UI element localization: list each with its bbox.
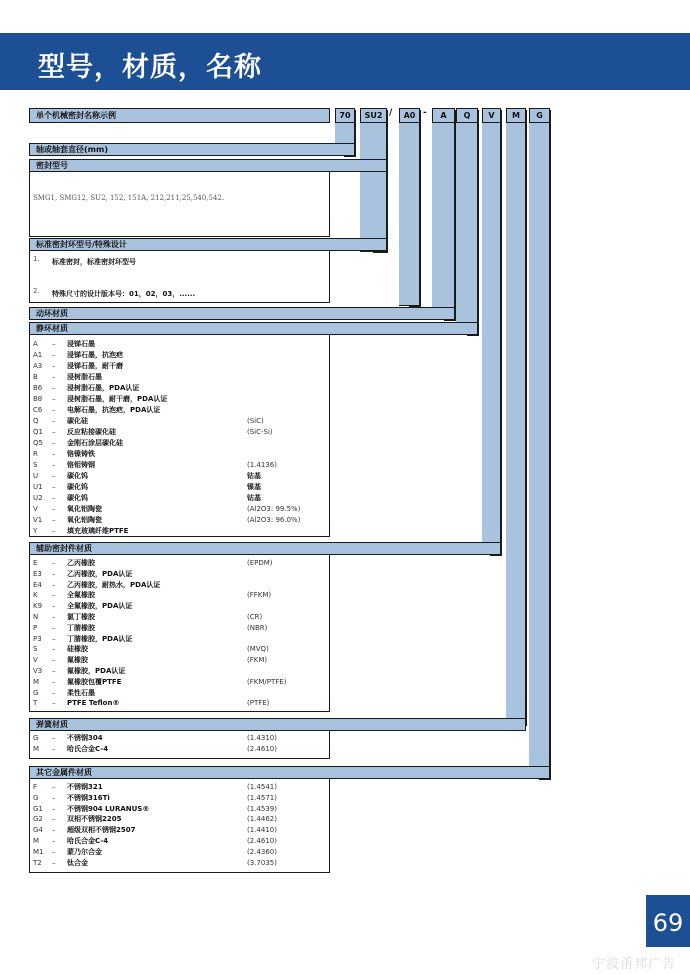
material-name: 乙丙橡胶 [67,559,95,567]
code-spring: M [506,108,526,123]
row-dash: – [52,645,56,654]
material-code: A3 [33,362,43,370]
row-dash: – [52,362,56,370]
code-diameter: 70 [335,108,355,123]
code-dash: - [423,108,427,118]
connector-spring [506,108,526,725]
standard-item-1-num: 1. [33,255,40,263]
material-code: E [33,559,38,567]
material-code: S [33,645,38,654]
row-dash: – [52,450,56,458]
material-code: Y [33,527,38,535]
material-code: R [33,450,38,458]
material-name: 浸锑石墨，抗泡疤 [67,351,123,359]
stationary-label: 静环材质 [36,324,68,333]
row-dash: – [52,699,56,708]
material-name: 不锈钢304 [67,734,103,742]
material-name: 蒙乃尔合金 [67,847,102,856]
material-code: N [33,613,39,621]
row-dash: – [52,591,56,600]
connector-standard [399,108,420,306]
row-dash: – [52,483,56,491]
rotating-label: 动环材质 [36,309,68,318]
code-stationary: Q [456,108,478,123]
material-code: K9 [33,602,43,611]
material-code: G4 [33,826,43,835]
watermark: 宁波甬邦广告 [592,957,677,972]
material-spec: (1.4539) [247,804,277,813]
material-code: K [33,591,38,600]
material-name: 丁腈橡胶，PDA认证 [67,634,133,643]
material-name: 氧化铝陶瓷 [67,505,102,513]
material-name: 钛合金 [67,858,88,867]
row-dash: – [52,494,56,502]
material-code: B [33,373,38,381]
row-dash: – [52,793,56,802]
material-spec: (Al2O3: 99.5%) [247,505,301,513]
row-dash: – [52,745,56,753]
material-code: G [33,688,39,697]
row-dash: – [52,783,56,791]
material-name: 金刚石涂层碳化硅 [67,439,123,447]
material-binder: 镍基 [247,483,261,491]
row-dash: – [52,340,56,348]
row-dash: – [52,527,56,535]
material-name: 碳化钨 [67,472,88,480]
seal-type-box [29,171,330,237]
shaft-label: 轴或轴套直径(mm) [36,145,108,154]
material-code: U [33,472,39,480]
row-dash: – [52,428,56,436]
row-dash: – [52,559,56,567]
standard-box [29,250,330,303]
material-code: V [33,505,38,513]
material-spec: (PTFE) [247,699,270,708]
row-dash: – [52,634,56,643]
row-dash: – [52,472,56,480]
material-code: E3 [33,569,42,578]
code-standard: A0 [399,108,420,123]
material-name: 乙丙橡胶，耐热水，PDA认证 [67,580,161,589]
page-title: 型号，材质，名称 [38,52,262,83]
material-name: 硅橡胶 [67,645,88,654]
material-name: 氟橡胶包覆PTFE [67,677,122,686]
connector-stationary [456,108,478,335]
material-code: G1 [33,804,43,813]
row-dash: – [52,623,56,632]
material-spec: (1.4462) [247,815,277,824]
material-code: G [33,793,39,802]
material-spec: (2.4610) [247,745,277,753]
material-name: 浸树脂石墨，耐干磨，PDA认证 [67,395,168,403]
row-dash: – [52,373,56,381]
row-dash: – [52,516,56,524]
seal-type-list: SMG1, SMG12, SU2, 152, 151A, 212,211,25,540,542. [33,194,225,202]
material-code: C6 [33,406,43,414]
material-name: 不锈钢904 LURANUS® [67,804,150,813]
row-dash: – [52,837,56,845]
material-spec: (CR) [247,613,263,621]
row-dash: – [52,461,56,469]
row-dash: – [52,569,56,578]
code-metal: G [529,108,550,123]
material-code: U1 [33,483,43,491]
material-name: PTFE Teflon® [67,699,120,708]
connector-rotating [432,108,455,320]
code-seal-type: SU2 [360,108,387,123]
connector-secondary [482,108,501,555]
material-spec: (3.7035) [247,858,277,867]
row-dash: – [52,667,56,675]
row-dash: – [52,804,56,813]
material-name: 铬钼铸钢 [67,461,95,469]
material-name: 电解石墨，抗泡疤，PDA认证 [67,406,161,414]
title-banner [0,33,690,90]
example-header [29,108,330,123]
material-code: G [33,734,39,742]
material-name: 氧化铝陶瓷 [67,516,102,524]
material-name: 浸锑石墨 [67,340,95,348]
material-code: V [33,656,38,665]
row-dash: – [52,613,56,621]
material-spec: (SiC-Si) [247,428,273,436]
row-dash: – [52,826,56,835]
material-name: 浸树脂石墨 [67,373,102,381]
row-dash: – [52,580,56,589]
material-code: V3 [33,667,43,675]
material-spec: (1.4310) [247,734,277,742]
page-number: 69 [652,909,684,937]
material-code: M [33,677,40,686]
material-code: E4 [33,580,42,589]
row-dash: – [52,734,56,742]
material-name: 氟橡胶，PDA认证 [67,667,126,675]
material-name: 不锈钢321 [67,783,103,791]
material-name: 柔性石墨 [67,688,95,697]
rotating-header [29,307,455,320]
material-spec: (MVQ) [247,645,269,654]
material-name: 乙丙橡胶，PDA认证 [67,569,133,578]
secondary-label: 辅助密封件材质 [36,544,92,553]
row-dash: – [52,505,56,513]
shaft-header [29,143,355,156]
material-code: P3 [33,634,42,643]
material-code: T [33,699,38,708]
material-code: A [33,340,38,348]
material-name: 填充玻璃纤维PTFE [67,527,129,535]
material-code: B6 [33,384,43,392]
material-name: 全氟橡胶，PDA认证 [67,602,133,611]
row-dash: – [52,688,56,697]
spring-label: 弹簧材质 [36,720,68,729]
material-code: B8 [33,395,43,403]
connector-seal-type [360,108,387,252]
material-name: 反应粘接碳化硅 [67,428,116,436]
material-spec: (FFKM) [247,591,272,600]
connector-metal [529,108,550,779]
material-spec: (1.4541) [247,783,277,791]
row-dash: – [52,384,56,392]
material-name: 碳化钨 [67,494,88,502]
material-code: Q [33,417,39,425]
material-code: A1 [33,351,43,359]
material-name: 氟橡胶 [67,656,88,665]
row-dash: – [52,815,56,824]
material-code: V1 [33,516,43,524]
row-dash: – [52,406,56,414]
material-code: Q1 [33,428,43,436]
example-label: 单个机械密封名称示例 [36,111,116,120]
material-spec: (FKM) [247,656,268,665]
material-name: 双相不锈钢2205 [67,815,122,824]
standard-item-2-num: 2. [33,287,40,295]
page-number-box [646,895,690,947]
row-dash: – [52,847,56,856]
row-dash: – [52,351,56,359]
row-dash: – [52,439,56,447]
row-dash: – [52,395,56,403]
code-secondary: V [482,108,501,123]
material-spec: (EPDM) [247,559,273,567]
code-slash: / [389,108,393,118]
material-code: M [33,745,40,753]
material-name: 哈氏合金C-4 [67,745,109,753]
material-name: 哈氏合金C-4 [67,837,109,845]
material-spec: (FKM/PTFE) [247,677,287,686]
material-name: 浸树脂石墨，PDA认证 [67,384,140,392]
material-name: 丁腈橡胶 [67,623,95,632]
material-code: P [33,623,38,632]
material-binder: 钴基 [247,472,261,480]
code-rotating: A [432,108,455,123]
standard-label: 标准密封环型号/特殊设计 [36,240,127,249]
material-code: M1 [33,847,44,856]
seal-type-label: 密封型号 [36,161,68,170]
material-name: 超级双相不锈钢2507 [67,826,136,835]
material-spec: (2.4360) [247,847,277,856]
metal-label: 其它金属件材质 [36,768,92,777]
material-name: 碳化钨 [67,483,88,491]
material-name: 不锈钢316Ti [67,793,110,802]
material-code: G2 [33,815,43,824]
material-spec: (1.4136) [247,461,277,469]
material-spec: (NBR) [247,623,268,632]
material-binder: 钴基 [247,494,261,502]
material-code: T2 [33,858,42,867]
material-code: M [33,837,40,845]
row-dash: – [52,417,56,425]
material-code: U2 [33,494,43,502]
material-spec: (1.4410) [247,826,277,835]
row-dash: – [52,602,56,611]
material-code: Q5 [33,439,43,447]
material-spec: (SiC) [247,417,264,425]
row-dash: – [52,677,56,686]
material-name: 全氟橡胶 [67,591,95,600]
material-spec: (2.4610) [247,837,277,845]
row-dash: – [52,656,56,665]
standard-item-1-text: 标准密封，标准密封环型号 [52,258,136,266]
material-spec: (1.4571) [247,793,277,802]
standard-item-2-text: 特殊尺寸的设计版本号：01，02，03，...... [52,290,196,298]
material-spec: (Al2O3: 96.0%) [247,516,301,524]
material-code: F [33,783,38,791]
material-name: 碳化硅 [67,417,88,425]
material-code: S [33,461,38,469]
material-name: 氯丁橡胶 [67,613,95,621]
material-name: 浸锑石墨，耐干磨 [67,362,123,370]
row-dash: – [52,858,56,867]
material-name: 铬镍铸铁 [67,450,95,458]
